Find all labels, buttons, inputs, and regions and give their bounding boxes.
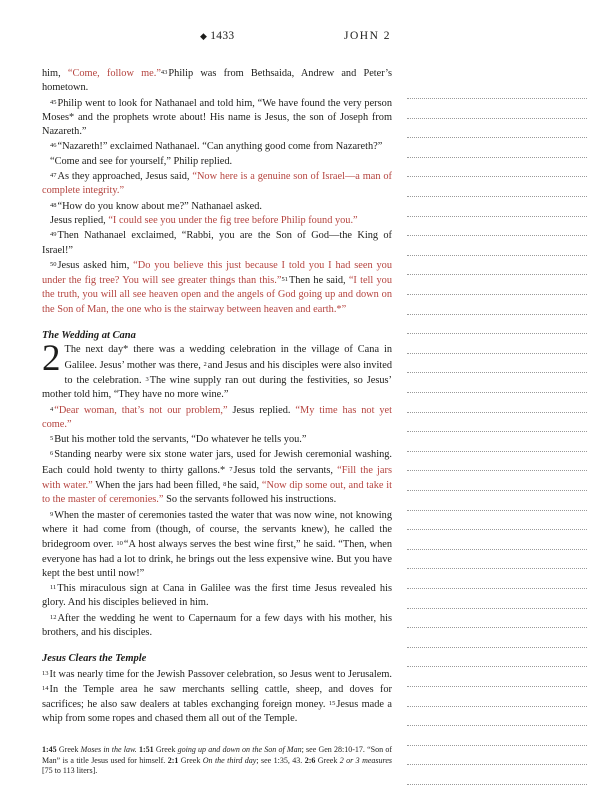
note-line (407, 98, 587, 99)
verse-number: 13 (42, 669, 49, 677)
verse-text: Jesus asked him, (57, 259, 134, 271)
verse-text: It was nearly time for the Jewish Passover celebration, so Jesus went to Jerusalem. (49, 668, 392, 680)
note-line (407, 529, 587, 530)
verse-number: 49 (50, 231, 57, 239)
verse-paragraph (42, 139, 392, 154)
note-line (407, 392, 587, 393)
verse-text: But his mother told the servants, “Do whatever he tells you.” (54, 434, 307, 446)
words-of-jesus: “Come, follow me.” (67, 68, 161, 79)
verse-number: 11 (50, 584, 57, 592)
section-heading: The Wedding at Cana (42, 330, 136, 342)
note-line (407, 451, 587, 452)
page-number-text: 1433 (210, 30, 235, 42)
note-line (407, 372, 587, 373)
footnote-text: Greek (315, 755, 340, 765)
verse-number: 2 (203, 360, 207, 368)
verse-paragraph (42, 155, 392, 169)
verse-paragraph (42, 199, 392, 214)
note-line (407, 431, 587, 432)
note-line (407, 510, 587, 511)
verse-number: 15 (328, 700, 336, 708)
footnote-text: On the third day (202, 755, 257, 765)
words-of-jesus: “Dear woman, that’s not our problem,” (54, 404, 228, 416)
notes-lines-area (407, 68, 587, 780)
verse-number: 6 (50, 450, 54, 458)
footnote-text: 2 or 3 measures (339, 755, 393, 765)
words-of-jesus: “I tell you the truth, you will all see heaven open and the angels of God going up and down on the Son of Man, the one who is the stairway between heaven and earth.*” (42, 275, 393, 315)
note-line (407, 255, 587, 256)
note-line (407, 725, 587, 726)
note-line (407, 412, 587, 413)
verse-number: 43 (160, 69, 168, 76)
verse-number: 8 (223, 481, 227, 489)
note-line (407, 470, 587, 471)
section-heading: Jesus Clears the Temple (42, 653, 147, 665)
verse-number: 10 (116, 540, 123, 548)
verse-number: 45 (50, 98, 57, 106)
verse-paragraph (42, 96, 392, 140)
note-line (407, 118, 587, 119)
book-chapter-ref: JOHN 2 (344, 30, 392, 42)
verse-number: 14 (42, 684, 49, 692)
note-line (407, 549, 587, 550)
footnote-text: ; see 1:35, 43. (256, 755, 305, 765)
verse-paragraph (42, 338, 392, 402)
footnote-ref: 2:6 (304, 755, 316, 765)
words-of-jesus: “Fill the jars with water.” (42, 464, 392, 492)
page-header (0, 30, 602, 46)
footnote-text: ; see Gen 28:10-17. “Son of Man” is a title Jesus used for himself. (42, 745, 393, 765)
note-line (407, 706, 587, 707)
verse-number: 5 (50, 435, 54, 443)
note-line (407, 686, 587, 687)
verse-number: 48 (50, 201, 57, 209)
verse-paragraph (42, 228, 392, 258)
footnote (168, 756, 305, 765)
words-of-jesus: “Now here is a genuine son of Israel—a man of complete integrity.” (42, 171, 392, 197)
words-of-jesus: “Now dip some out, and take it to the master of ceremonies.” (42, 480, 393, 506)
verse-text: “A host always serves the best wine first,” he said. “Then, when everyone has had a lot to drink, he brings out the less expensive wine. But you have kept the best until now!” (42, 539, 393, 579)
verse-number: 50 (50, 260, 57, 268)
footnotes (42, 745, 392, 777)
verse-paragraph (42, 432, 392, 447)
verse-text: Jesus replied, (50, 214, 109, 226)
note-line (407, 314, 587, 315)
verse-number: 4 (50, 405, 54, 413)
footnote-ref: 2:1 (167, 755, 179, 765)
verse-text: Jesus replied. (227, 404, 296, 416)
note-line (407, 294, 587, 295)
verse-text: Philip was from Bethsaida, Andrew and Peter’s hometown. (42, 68, 392, 94)
verse-number: 7 (229, 465, 233, 473)
verse-text: Philip went to look for Nathanael and told him, “We have found the very person Moses* and the prophets wrote about! His name is Jesus, the son of Joseph from Nazareth.” (42, 97, 392, 138)
verse-paragraph (42, 403, 392, 433)
note-line (407, 490, 587, 491)
verse-text: This miraculous sign at Cana in Galilee was the first time Jesus revealed his glory. And his disciples believed in him. (42, 583, 392, 609)
note-line (407, 745, 587, 746)
verse-paragraph (42, 169, 392, 199)
verse-paragraph (42, 667, 392, 727)
chapter-number: 2 (42, 338, 61, 380)
verse-text: When the jars had been filled, (92, 480, 224, 492)
words-of-jesus: “Do you believe this just because I told you I had seen you under the fig tree? You will see greater things than this.” (42, 259, 393, 287)
verse-text: Then he said, (288, 275, 349, 287)
footnote-ref: 1:45 (42, 745, 57, 754)
note-line (407, 176, 587, 177)
verse-text: The next day* there was a wedding celebration in the village of Cana in Galilee. Jesus’ mother was there, (64, 344, 392, 371)
words-of-jesus: “My time has not yet come.” (42, 404, 392, 430)
verse-text: As they approached, Jesus said, (57, 171, 193, 183)
verse-paragraph (42, 258, 392, 317)
note-line (407, 235, 587, 236)
footnote (42, 745, 139, 754)
note-line (407, 666, 587, 667)
note-line (407, 627, 587, 628)
note-line (407, 784, 587, 785)
note-line (407, 196, 587, 197)
note-line (407, 647, 587, 648)
footnote-text: [75 to 113 liters]. (42, 766, 98, 775)
verse-text: and Jesus and his disciples were also invited to the celebration. (64, 359, 392, 386)
verse-paragraph (42, 66, 392, 96)
note-line (407, 137, 587, 138)
verse-text: he said, (227, 480, 262, 492)
verse-text: Standing nearby were six stone water jars, used for Jewish ceremonial washing. Each could hold twenty to thirty gallons.* (42, 449, 392, 476)
page-number (200, 30, 234, 42)
verse-text: In the Temple area he saw merchants selling cattle, sheep, and doves for sacrifices; he also saw dealers at tables exchanging foreign money. (42, 683, 392, 711)
note-line (407, 588, 587, 589)
note-line (407, 764, 587, 765)
footnote-text: Greek (56, 745, 81, 754)
footnote-ref: 1:51 (138, 745, 154, 754)
footnote-text: Greek (178, 755, 203, 765)
verse-number: 9 (50, 510, 54, 518)
verse-text: After the wedding he went to Capernaum for a few days with his mother, his brothers, and his disciples. (42, 612, 392, 638)
verse-text: Then Nathanael exclaimed, “Rabbi, you are the Son of God—the King of Israel!” (42, 230, 392, 256)
verse-text: “How do you know about me?” Nathanael asked. (57, 200, 263, 212)
verse-number: 46 (50, 142, 57, 150)
verse-paragraph (42, 581, 392, 611)
verse-text: The wine supply ran out during the festivities, so Jesus’ mother told him, “They have no more wine.” (42, 374, 392, 401)
verse-text: him, (42, 68, 68, 79)
footnote-text: Moses in the law. (80, 745, 137, 754)
verse-text: Jesus made a whip from some ropes and chased them all out of the Temple. (42, 699, 392, 725)
verse-text: “Nazareth!” exclaimed Nathanael. “Can anything good come from Nazareth?” (57, 141, 383, 153)
note-line (407, 333, 587, 334)
verse-number: 51 (281, 276, 288, 284)
note-line (407, 353, 587, 354)
diamond-icon: ◆ (200, 31, 208, 41)
footnote-text: going up and down on the Son of Man (177, 745, 302, 754)
verse-text: When the master of ceremonies tasted the water that was now wine, not knowing where it had come from (though, of course, the servants knew), he called the bridegroom over. (42, 509, 392, 551)
verse-number: 47 (50, 172, 57, 180)
verse-paragraph (42, 508, 392, 581)
verse-text: “Come and see for yourself,” Philip replied. (50, 155, 233, 167)
note-line (407, 608, 587, 609)
verse-paragraph (42, 447, 392, 507)
note-line (407, 157, 587, 158)
verse-paragraph (42, 611, 392, 641)
verse-text: Jesus told the servants, (233, 464, 338, 476)
scripture-text-column (42, 66, 392, 727)
verse-number: 3 (145, 375, 149, 383)
verse-number: 12 (50, 613, 57, 621)
note-line (407, 568, 587, 569)
verse-paragraph (42, 214, 392, 228)
note-line (407, 274, 587, 275)
words-of-jesus: “I could see you under the fig tree before Philip found you.” (108, 214, 358, 226)
verse-text: So the servants followed his instructions. (163, 494, 337, 506)
note-line (407, 216, 587, 217)
footnote-text: Greek (153, 745, 178, 754)
